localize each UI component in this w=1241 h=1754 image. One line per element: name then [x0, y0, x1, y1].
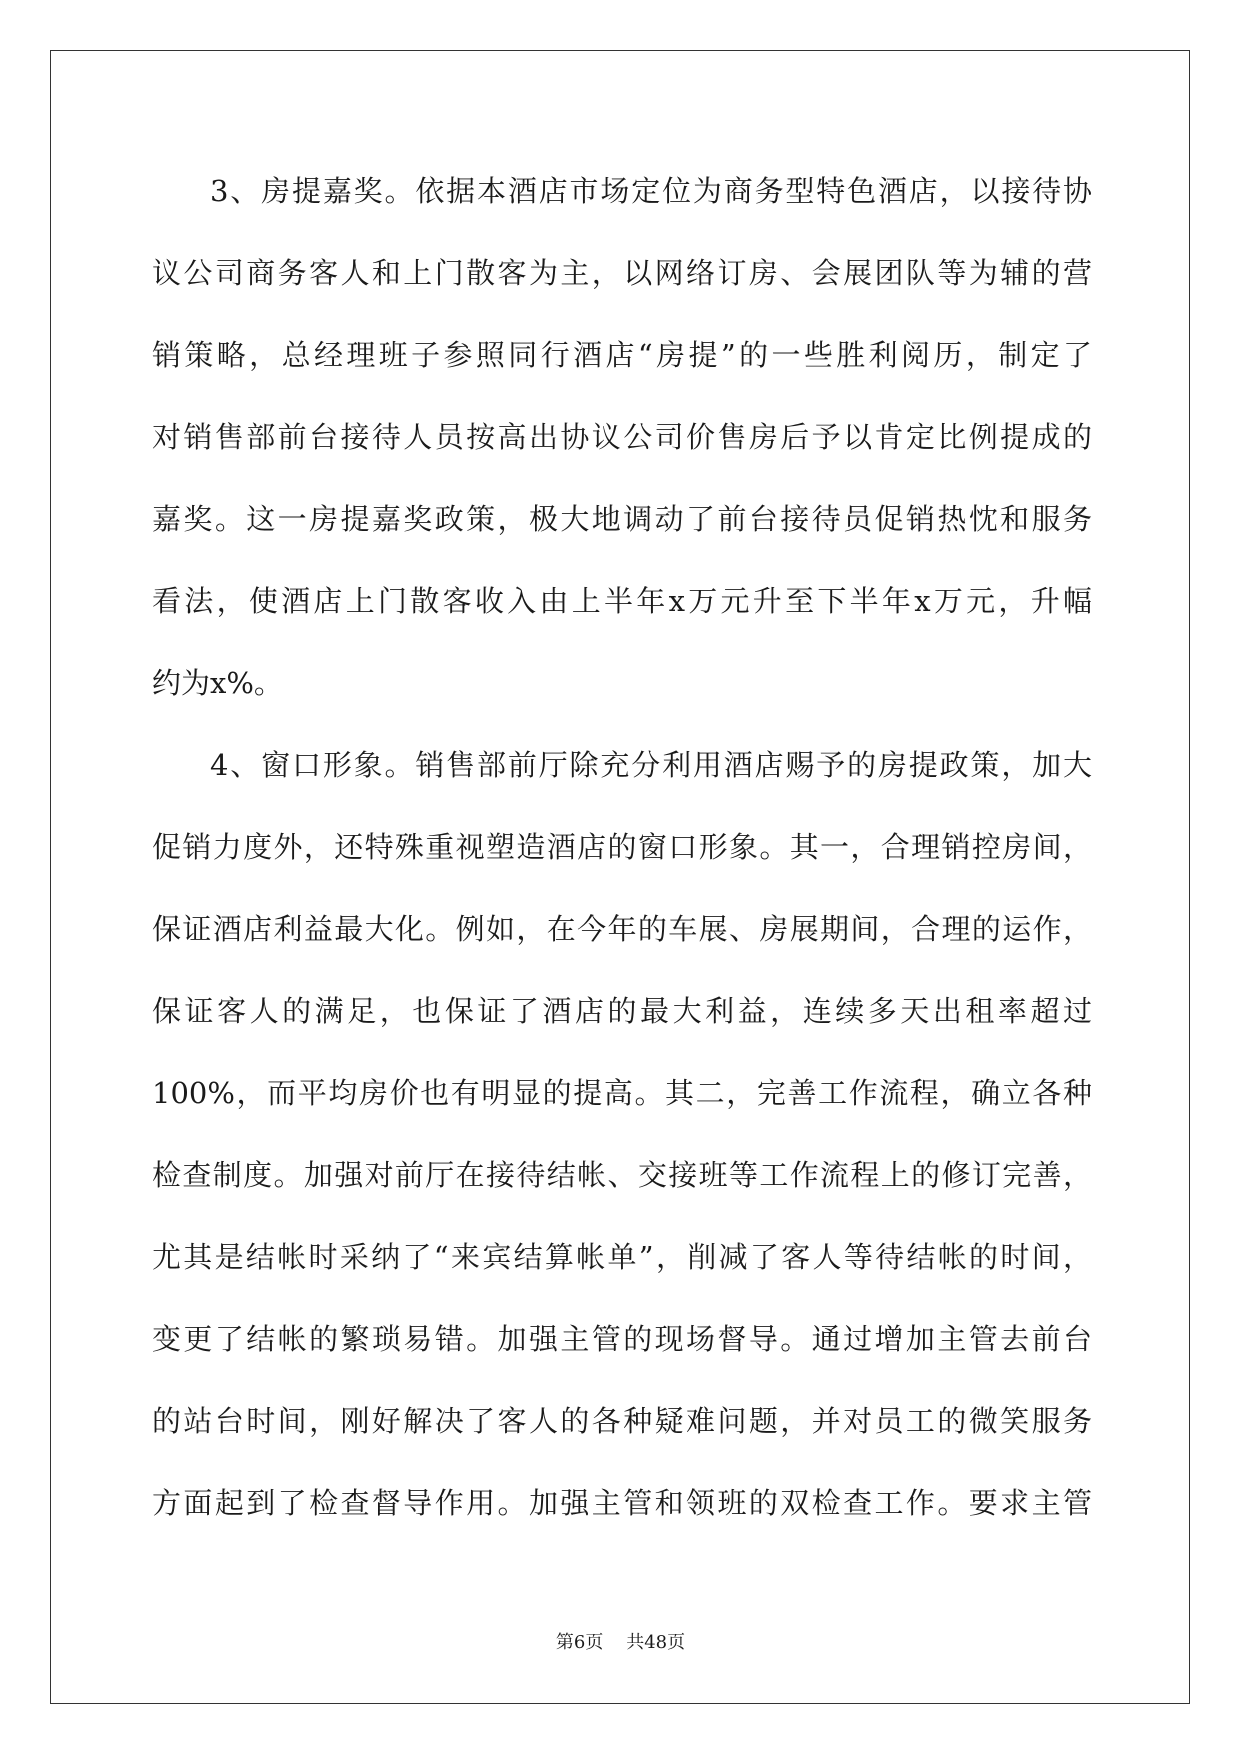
paragraph-4-line-6: 检查制度。加强对前厅在接待结帐、交接班等工作流程上的修订完善， — [152, 1158, 1092, 1192]
page-footer — [0, 1628, 1241, 1654]
paragraph-3-line-5: 嘉奖。这一房提嘉奖政策，极大地调动了前台接待员促销热忱和服务 — [152, 502, 1092, 536]
paragraph-4-line-10: 方面起到了检查督导作用。加强主管和领班的双检查工作。要求主管 — [152, 1486, 1092, 1520]
paragraph-4-line-4: 保证客人的满足，也保证了酒店的最大利益，连续多天出租率超过 — [152, 994, 1092, 1028]
paragraph-4-line-8: 变更了结帐的繁琐易错。加强主管的现场督导。通过增加主管去前台 — [152, 1322, 1092, 1356]
paragraph-4-line-1: 4、窗口形象。销售部前厅除充分利用酒店赐予的房提政策，加大 — [210, 748, 1092, 782]
paragraph-4-line-2: 促销力度外，还特殊重视塑造酒店的窗口形象。其一，合理销控房间， — [152, 830, 1092, 864]
page-total: 共48页 — [626, 1632, 686, 1653]
paragraph-3-line-3: 销策略，总经理班子参照同行酒店“房提”的一些胜利阅历，制定了 — [152, 338, 1092, 372]
paragraph-3-line-6: 看法，使酒店上门散客收入由上半年x万元升至下半年x万元，升幅 — [152, 584, 1092, 618]
paragraph-4-line-3: 保证酒店利益最大化。例如，在今年的车展、房展期间，合理的运作， — [152, 912, 1092, 946]
paragraph-4-line-7: 尤其是结帐时采纳了“来宾结算帐单”，削减了客人等待结帐的时间， — [152, 1240, 1092, 1274]
paragraph-3-line-4: 对销售部前台接待人员按高出协议公司价售房后予以肯定比例提成的 — [152, 420, 1092, 454]
paragraph-3-line-1: 3、房提嘉奖。依据本酒店市场定位为商务型特色酒店，以接待协 — [210, 174, 1092, 208]
page-number: 第6页 — [555, 1632, 604, 1653]
paragraph-3-line-2: 议公司商务客人和上门散客为主，以网络订房、会展团队等为辅的营 — [152, 256, 1092, 290]
paragraph-4-line-5: 100%，而平均房价也有明显的提高。其二，完善工作流程，确立各种 — [152, 1076, 1092, 1110]
paragraph-3-line-7: 约为x%。 — [152, 666, 283, 700]
body-text — [152, 150, 1092, 1544]
paragraph-4-line-9: 的站台时间，刚好解决了客人的各种疑难问题，并对员工的微笑服务 — [152, 1404, 1092, 1438]
